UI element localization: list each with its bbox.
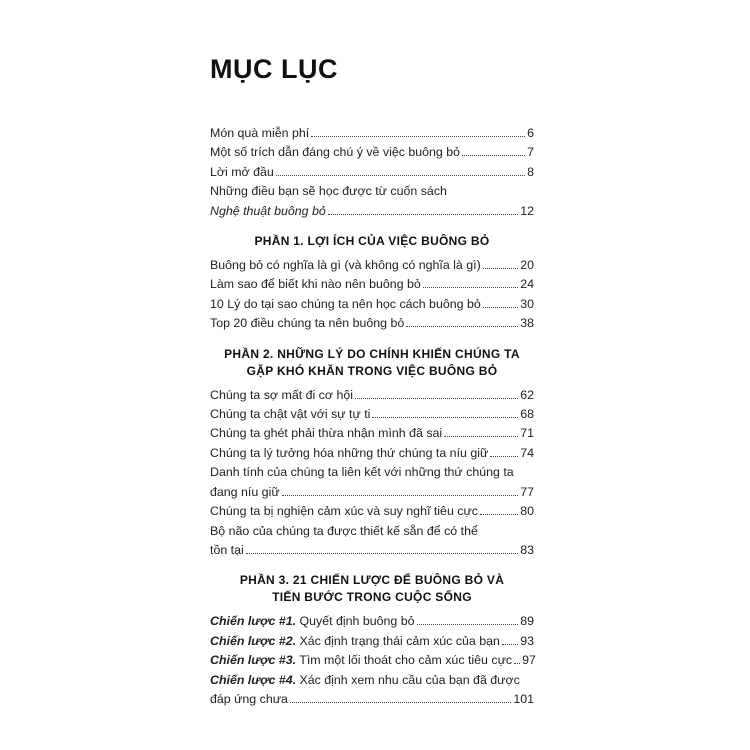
- list-item: [210, 405, 534, 424]
- strategy-label: Chiến lược #3.: [210, 653, 297, 668]
- section-heading-part1: [210, 233, 534, 250]
- entry-title-line1: Những điều bạn sẽ học được từ cuốn sách: [210, 184, 447, 199]
- section-heading-part3: [210, 572, 534, 606]
- page-title: MỤC LỤC: [210, 54, 338, 84]
- page-number: 12: [520, 203, 534, 218]
- list-item: [210, 444, 534, 463]
- section-heading-line: PHẦN 2. NHỮNG LÝ DO CHÍNH KHIẾN CHÚNG TA: [224, 346, 520, 361]
- entry-title: Làm sao để biết khi nào nên buông bỏ: [210, 277, 421, 292]
- entry-title: Lời mở đầu: [210, 164, 274, 179]
- entry-title: Tìm một lối thoát cho cảm xúc tiêu cực: [296, 653, 513, 668]
- entry-title: tồn tại: [210, 542, 244, 557]
- list-item: [210, 632, 534, 651]
- list-item: [210, 256, 534, 275]
- list-item: [210, 182, 534, 221]
- list-item: [210, 424, 534, 443]
- entry-title-line1: Xác định xem nhu cầu của bạn đã được: [296, 672, 520, 687]
- entry-title: đang níu giữ: [210, 484, 280, 499]
- strategy-label: Chiến lược #1.: [210, 614, 297, 629]
- entry-title: Chúng ta chật vật với sự tự ti: [210, 407, 371, 422]
- section-heading-line: PHẦN 3. 21 CHIẾN LƯỢC ĐỂ BUÔNG BỎ VÀ: [239, 573, 505, 588]
- dot-leader: [355, 397, 518, 399]
- dot-leader: [282, 494, 519, 496]
- entry-title: Buông bỏ có nghĩa là gì (và không có nghĩa là gì): [210, 258, 481, 273]
- page-number: 83: [520, 542, 534, 557]
- page-number: 77: [520, 484, 534, 499]
- list-item: [210, 671, 534, 710]
- dot-leader: [311, 135, 525, 137]
- entry-title: Chúng ta sợ mất đi cơ hội: [210, 387, 353, 402]
- dot-leader: [490, 455, 518, 457]
- list-item: [210, 651, 534, 670]
- dot-leader: [417, 623, 519, 625]
- dot-leader: [406, 325, 518, 327]
- list-item: [210, 314, 534, 333]
- list-item: [210, 124, 534, 143]
- dot-leader: [372, 416, 518, 418]
- entry-title: Chúng ta lý tưởng hóa những thứ chúng ta níu giữ: [210, 445, 489, 460]
- dot-leader: [483, 267, 518, 269]
- page-number: 80: [520, 504, 534, 519]
- dot-leader: [502, 643, 518, 645]
- list-item: [210, 502, 534, 521]
- list-item: [210, 612, 534, 631]
- intro-list: [210, 124, 534, 221]
- entry-title: Một số trích dẫn đáng chú ý về việc buông bỏ: [210, 145, 461, 160]
- strategy-label: Chiến lược #2.: [210, 633, 297, 648]
- page-number: 6: [527, 126, 534, 140]
- list-item: [210, 143, 534, 162]
- dot-leader: [444, 435, 518, 437]
- strategy-label: Chiến lược #4.: [210, 672, 297, 687]
- entry-title: Chúng ta bị nghiện cảm xúc và suy nghĩ tiêu cực: [210, 504, 478, 519]
- entry-title: Món quà miễn phí: [210, 126, 310, 140]
- section-heading-line: GẶP KHÓ KHĂN TRONG VIỆC BUÔNG BỎ: [246, 363, 498, 378]
- dot-leader: [290, 701, 511, 703]
- list-item: [210, 463, 534, 502]
- entry-title: 10 Lý do tại sao chúng ta nên học cách buông bỏ: [210, 296, 481, 311]
- entry-title: Xác định trạng thái cảm xúc của bạn: [296, 633, 500, 648]
- page-number: 20: [520, 258, 534, 273]
- entry-title-line1: Bộ não của chúng ta được thiết kế sẵn để có thể: [210, 523, 478, 538]
- dot-leader: [462, 154, 525, 156]
- entry-title: Quyết định buông bỏ: [296, 614, 415, 629]
- dot-leader: [514, 662, 520, 664]
- entry-title: Top 20 điều chúng ta nên buông bỏ: [210, 316, 405, 331]
- page-number: 71: [520, 426, 534, 441]
- dot-leader: [276, 174, 525, 176]
- dot-leader: [423, 286, 518, 288]
- list-item: [210, 522, 534, 561]
- dot-leader: [483, 306, 518, 308]
- entry-title-book: Nghệ thuật buông bỏ: [210, 203, 326, 218]
- page-number: 68: [520, 407, 534, 422]
- list-item: [210, 295, 534, 314]
- list-item: [210, 386, 534, 405]
- page-number: 93: [520, 633, 534, 648]
- list-item: [210, 275, 534, 294]
- table-of-contents: [210, 52, 534, 709]
- page-number: 30: [520, 296, 534, 311]
- page-number: 74: [520, 445, 534, 460]
- entry-title-line1: Danh tính của chúng ta liên kết với những thứ chúng ta: [210, 465, 514, 480]
- section-heading-part2: [210, 346, 534, 380]
- entry-title: đáp ứng chưa: [210, 691, 288, 706]
- list-item: [210, 163, 534, 182]
- entry-title: Chúng ta ghét phải thừa nhận mình đã sai: [210, 426, 443, 441]
- page-number: 101: [513, 691, 534, 706]
- dot-leader: [328, 213, 518, 215]
- page-number: 38: [520, 316, 534, 331]
- page-number: 24: [520, 277, 534, 292]
- page-number: 62: [520, 387, 534, 402]
- section-heading-line: TIẾN BƯỚC TRONG CUỘC SỐNG: [272, 590, 472, 605]
- page-number: 97: [522, 653, 536, 668]
- part2-list: [210, 386, 534, 561]
- page-number: 7: [527, 145, 534, 160]
- section-heading-line: PHẦN 1. LỢI ÍCH CỦA VIỆC BUÔNG BỎ: [254, 234, 490, 249]
- dot-leader: [480, 513, 518, 515]
- part3-list: [210, 612, 534, 709]
- page-number: 89: [520, 614, 534, 629]
- page-number: 8: [527, 164, 534, 179]
- part1-list: [210, 256, 534, 334]
- dot-leader: [246, 552, 518, 554]
